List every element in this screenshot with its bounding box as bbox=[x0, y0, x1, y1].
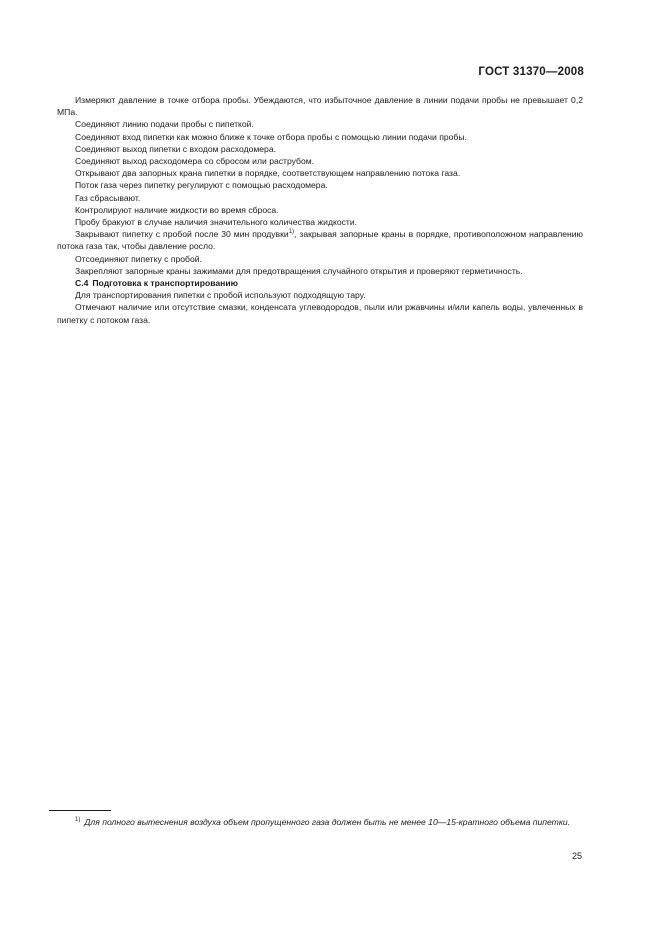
body-text bbox=[57, 94, 583, 326]
paragraph: Измеряют давление в точке отбора пробы. Убеждаются, что избыточное давление в линии подачи пробы не превышает 0,2 МПа. bbox=[57, 95, 583, 118]
paragraph: Открывают два запорных крана пипетки в порядке, соответствующем направлению потока газа. bbox=[75, 168, 461, 179]
document-code: ГОСТ 31370—2008 bbox=[478, 66, 584, 78]
paragraph: Закрепляют запорные краны зажимами для предотвращения случайного открытия и проверяют герметичность. bbox=[75, 265, 523, 276]
paragraph: Поток газа через пипетку регулируют с помощью расходомера. bbox=[75, 180, 328, 191]
paragraph-text: , закрывая запорные краны в порядке, противоположном направлению потока газа так, чтобы давление росло. bbox=[57, 229, 584, 252]
footnote-divider bbox=[49, 810, 111, 811]
footnote-text: Для полного вытеснения воздуха объем пропущенного газа должен быть не менее 10—15-кратного объема пипетки. bbox=[84, 817, 571, 827]
paragraph: Отсоединяют пипетку с пробой. bbox=[75, 253, 202, 264]
paragraph: Соединяют линию подачи пробы с пипеткой. bbox=[75, 119, 254, 130]
paragraph: Соединяют выход пипетки с входом расходомера. bbox=[75, 143, 276, 154]
section-heading bbox=[57, 277, 583, 289]
paragraph: Отмечают наличие или отсутствие смазки, конденсата углеводородов, пыли или ржавчины и/или капель воды, увлеченных в пипетку с потоком газа. bbox=[57, 302, 583, 325]
paragraph: Для транспортирования пипетки с пробой используют подходящую тару. bbox=[75, 290, 366, 301]
paragraph: Пробу бракуют в случае наличия значительного количества жидкости. bbox=[75, 217, 358, 228]
paragraph: Контролируют наличие жидкости во время сброса. bbox=[75, 204, 279, 215]
footnote-mark: 1) bbox=[75, 817, 81, 824]
page-number: 25 bbox=[571, 851, 582, 861]
section-title: Подготовка к транспортированию bbox=[92, 278, 238, 289]
paragraph: Газ сбрасывают. bbox=[75, 192, 141, 203]
paragraph-with-footnote bbox=[57, 228, 583, 252]
footnote-reference: 1) bbox=[288, 229, 295, 236]
paragraph: Соединяют выход расходомера со сбросом или раструбом. bbox=[75, 156, 315, 167]
footnote bbox=[49, 816, 583, 829]
paragraph: Соединяют вход пипетки как можно ближе к точке отбора пробы с помощью линии подачи пробы. bbox=[75, 131, 467, 142]
paragraph-text: Закрывают пипетку с пробой после 30 мин продувки bbox=[75, 229, 289, 240]
section-number: С.4 bbox=[75, 278, 89, 289]
